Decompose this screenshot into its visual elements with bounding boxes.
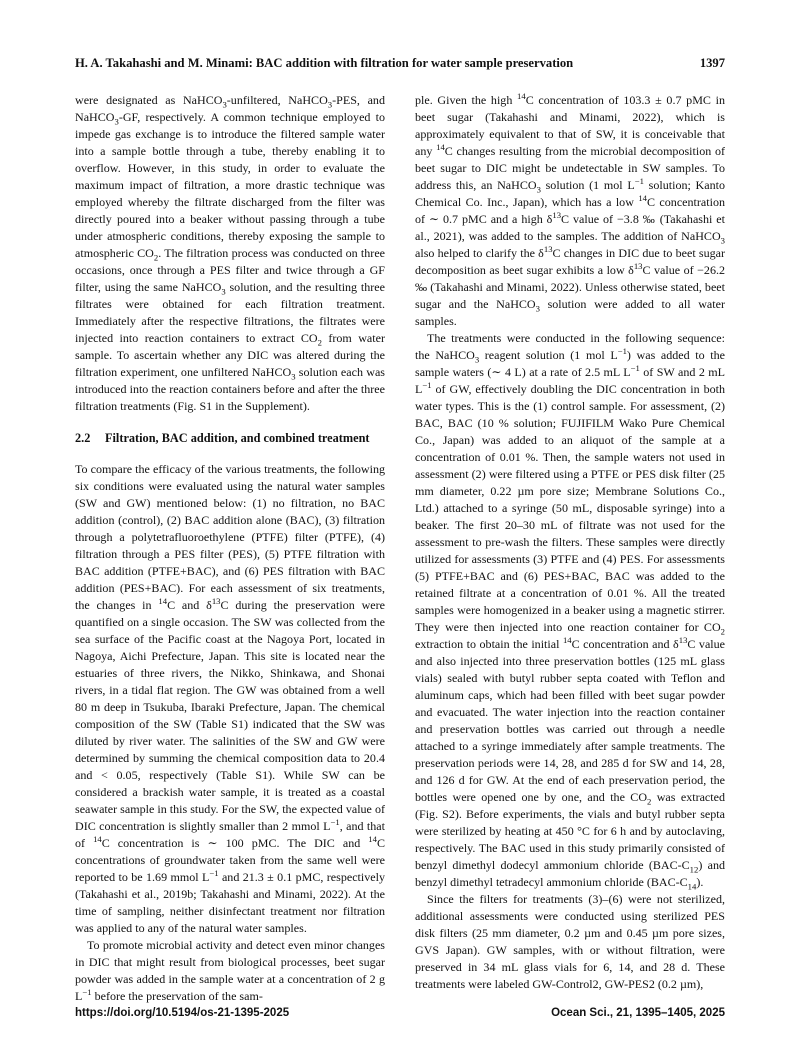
paragraph: were designated as NaHCO$_3$-unfiltered, NaHCO$_3$-PES, and NaHCO$_3$-GF, respectively. A common technique employed to impede gas exchange is to introduce the filtered sample water into a sample bottle through a tube, thereby enabling it to overflow. However, in this study, in order to evaluate the maximum impact of filtration, a more drastic technique was employed whereby the filtrate discharged from the filter was directly poured into a beaker without passing through a tube under atmospheric conditions, thereby exposing the sample to atmospheric $CO_2$. The filtration process was conducted on three occasions, once through a PES filter and twice through a GF filter, using the same NaHCO$_3$ solution, and the resulting three filtrates were obtained for each filtration treatment. Immediately after the respective filtrations, the filtrates were injected into reaction containers to extract $CO_2$ from water sample. To ascertain whether any DIC was altered during the filtration experiment, one unfiltered NaHCO$_3$ solution each was introduced into the reaction containers before and after the three filtration treatments (Fig. S1 in the Supplement). xyxy=(75,93,386,413)
paragraph: Since the filters for treatments (3)–(6) were not sterilized, additional assessments were conducted using sterilized PES disk filters (25 mm diameter, 0.2 µm and 0.45 µm pore sizes, GVS Japan). GW samples, with or without filtration, were preserved in 34 mL glass vials for 6, 14, and 28 d. These treatments were labeled GW-Control2, GW-PES2 (0.2 µm), xyxy=(415,892,725,991)
doi-link[interactable]: https://doi.org/10.5194/os-21-1395-2025 xyxy=(75,1007,290,1019)
page-header xyxy=(75,56,725,76)
section-heading xyxy=(75,430,385,447)
running-title: H. A. Takahashi and M. Minami: BAC addition with filtration for water sample preservation xyxy=(75,56,574,70)
journal-citation: Ocean Sci., 21, 1395–1405, 2025 xyxy=(551,1007,725,1019)
page-number: 1397 xyxy=(699,56,725,70)
paragraph: ple. Given the high $^{14}$C concentration of 103.3 ± 0.7 pMC in beet sugar (Takahashi and Minami, 2022), which is approximately equivalent to that of SW, it is conceivable that any $^{14}$C changes resulting from the microbial decomposition of beet sugar to DIC might be undetectable in SW samples. To address this, an NaHCO$_3$ solution (1 mol $L^{-1}$ solution; Kanto Chemical Co. Inc., Japan), which has a low $^{14}$C concentration of ∼ 0.7 pMC and a high $\delta^{13}C$ value of −3.8 ‰ (Takahashi et al., 2021), was added to the samples. The addition of NaHCO$_3$ also helped to clarify the $\delta^{13}C$ changes in DIC due to beet sugar decomposition as beet sugar exhibits a low $\delta^{13}C$ value of −26.2 ‰ (Takahashi and Minami, 2022). Unless otherwise stated, beet sugar and the NaHCO$_3$ solution were added to all water samples. xyxy=(415,90,726,328)
paragraph: The treatments were conducted in the following sequence: the NaHCO$_3$ reagent solution (1 mol $L^{-1}$) was added to the sample waters (∼ 4 L) at a rate of 2.5 mL $L^{-1}$ of SW and 2 mL $L^{-1}$ of GW, effectively doubling the DIC concentration in both water types. This is the (1) control sample. For assessment, (2) BAC, BAC (10 % solution; FUJIFILM Wako Pure Chemical Co., Japan) was added to an aliquot of the sample at a concentration of 0.01 %. Then, the sample waters not used in assessment (2) were filtered using a PTFE or PES disk filter (25 mm diameter, 0.22 µm pore size; Membrane Solutions Co., Ltd.) attached to a syringe (50 mL, disposable syringe) into a beaker. The first 20–30 mL of filtrate was not used for the assessment to pre-wash the filters. These samples were directly utilized for assessments (3) PTFE and (4) PES. For assessments (5) PTFE+BAC and (6) PES+BAC, BAC was added to the retained filtrate at a concentration of 0.01 %. All the treated samples were homogenized in a beaker using a magnetic stirrer. They were then injected into one reaction container for $CO_2$ extraction to obtain the initial $^{14}$C concentration and $\delta^{13}C$ value and also injected into three preservation bottles (125 mL glass vials) sealed with butyl rubber septa coated with Teflon and aluminum caps, which had been filled with beet sugar powder and evacuated. The water injection into the reaction container and preservation bottles was carried out through a needle attached to a syringe immediately after sample treatments. The preservation periods were 14, 28, and 285 d for SW and 14, 28, and 126 d for GW. At the end of each preservation period, the bottles were opened one by one, and the $CO_2$ was extracted (Fig. S2). Before experiments, the vials and butyl rubber septa were sterilized by heating at 450 °C for 6 h and by autoclaving, respectively. The BAC used in this study primarily consisted of benzyl dimethyl dodecyl ammonium chloride $(BAC-C_{12})$ and benzyl dimethyl tetradecyl ammonium chloride $(BAC-C_{14})$. xyxy=(415,331,726,892)
paragraph: To compare the efficacy of the various treatments, the following six conditions were evaluated using the natural water samples (SW and GW) mentioned below: (1) no filtration, no BAC addition (control), (2) BAC addition alone (BAC), (3) filtration through a polytetrafluoroethylene (PTFE) filter (PTFE), (4) filtration through a PES filter (PES), (5) PTFE filtration with BAC addition (PTFE+BAC), and (6) PES filtration with BAC addition (PES+BAC). For each assessment of six treatments, the changes in $^{14}$C and $\delta^{13}C$ during the preservation were quantified on a single occasion. The SW was collected from the sea surface of the Pacific coast at the Nagoya Port, located in Nagoya, Aichi Prefecture, Japan. This site is located near the estuaries of three rivers, the Nikko, Shinkawa, and Shonai rivers, in a tidal flat region. The GW was obtained from a well 80 m deep in Tsukuba, Ibaraki Prefecture, Japan. The chemical composition of the SW (Table S1) indicated that the SW was diluted by river water. The salinities of the SW and GW were determined by summing the chemical composition data to 20.4 and < 0.05, respectively (Table S1). While SW can be considered a brackish water sample, it is treated as a coastal seawater sample in this study. For the SW, the expected value of DIC concentration is slightly smaller than 2 mmol $L^{-1}$, and that of $^{14}$C concentration is ∼ 100 pMC. The DIC and $^{14}$C concentrations of groundwater taken from the same well were reported to be 1.69 mmol $L^{-1}$ and 21.3 ± 0.1 pMC, respectively (Takahashi et al., 2019b; Takahashi and Minami, 2022). At the time of sampling, neither disinfectant treatment nor filtration was applied to any of the natural water samples. xyxy=(75,462,385,935)
right-column xyxy=(415,92,725,993)
left-column xyxy=(75,92,385,1005)
section-title: Filtration, BAC addition, and combined treatment xyxy=(105,431,370,445)
section-number: 2.2 xyxy=(75,431,91,445)
paragraph: To promote microbial activity and detect even minor changes in DIC that might result from biological processes, beet sugar powder was added in the sample water at a concentration of 2 g $L^{-1}$ before the preservation of the sam- xyxy=(75,938,385,1003)
